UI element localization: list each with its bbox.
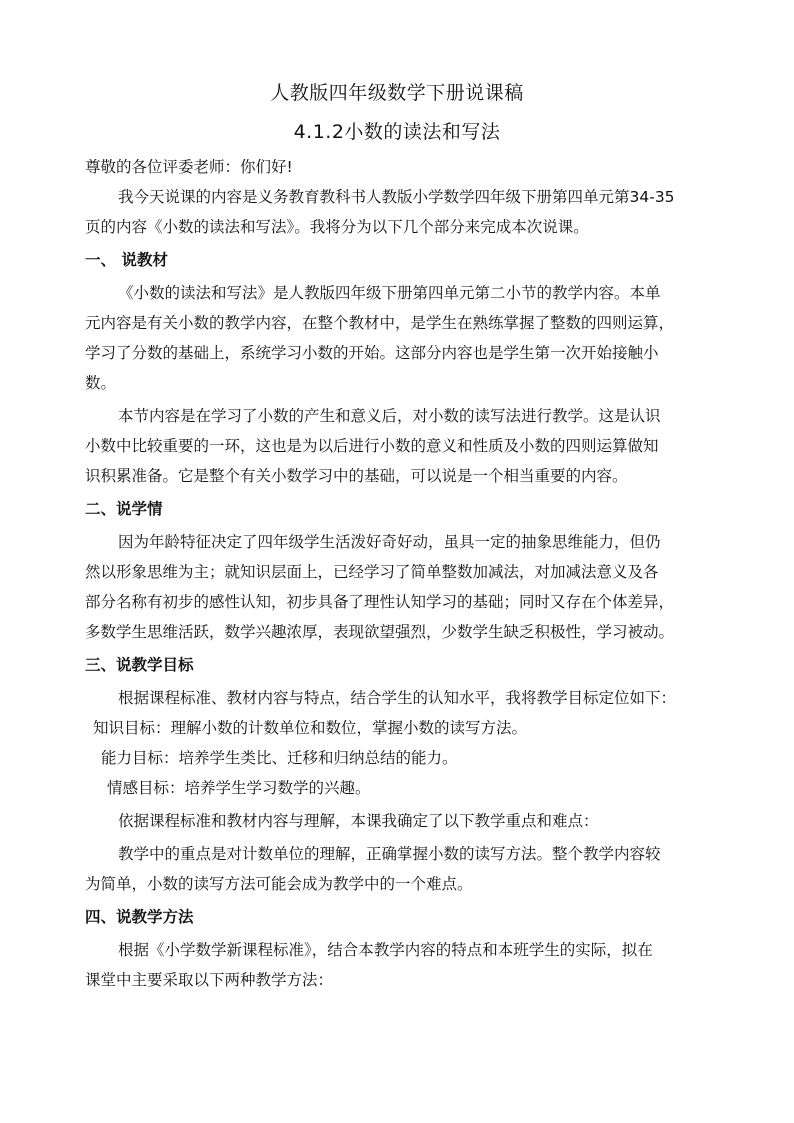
section-heading-textbook: 一、 说教材 (85, 251, 168, 269)
paragraph-line: 《小数的读法和写法》是人教版四年级下册第四单元第二小节的教学内容。本单 (118, 284, 661, 302)
document-title: 人教版四年级数学下册说课稿 (270, 82, 524, 104)
paragraph-line: 然以形象思维为主；就知识层面上，已经学习了简单整数加减法，对加减法意义及各 (85, 563, 659, 581)
paragraph-line: 小数中比较重要的一环，这也是为以后进行小数的意义和性质及小数的四则运算做知 (85, 437, 659, 455)
paragraph-line: 课堂中主要采取以下两种教学方法： (85, 971, 334, 989)
paragraph-line: 识积累准备。它是整个有关小数学习中的基础，可以说是一个相当重要的内容。 (85, 467, 628, 485)
section-heading-goals: 三、说教学目标 (85, 656, 194, 674)
paragraph-line: 元内容是有关小数的教学内容，在整个教材中，是学生在熟练掌握了整数的四则运算， (85, 314, 675, 332)
goal-ability: 能力目标：培养学生类比、迁移和归纳总结的能力。 (101, 749, 458, 767)
paragraph-line: 数。 (85, 374, 117, 392)
intro-line: 页的内容《小数的读法和写法》。我将分为以下几个部分来完成本次说课。 (85, 218, 589, 236)
intro-line: 我今天说课的内容是义务教育教科书人教版小学数学四年级下册第四单元第34-35 (118, 188, 675, 206)
goal-emotion: 情感目标：培养学生学习数学的兴趣。 (107, 779, 371, 797)
paragraph-line: 教学中的重点是对计数单位的理解，正确掌握小数的读写方法。整个教学内容较 (118, 845, 661, 863)
paragraph-line: 学习了分数的基础上，系统学习小数的开始。这部分内容也是学生第一次开始接触小 (85, 344, 659, 362)
paragraph-line: 依据课程标准和教材内容与理解，本课我确定了以下教学重点和难点： (118, 812, 599, 830)
paragraph-line: 部分名称有初步的感性认知，初步具备了理性认知学习的基础；同时又存在个体差异， (85, 593, 675, 611)
paragraph-line: 因为年龄特征决定了四年级学生活泼好奇好动，虽具一定的抽象思维能力，但仍 (118, 533, 661, 551)
section-heading-students: 二、说学情 (85, 500, 163, 518)
greeting: 尊敬的各位评委老师：你们好! (85, 158, 293, 176)
paragraph-line: 本节内容是在学习了小数的产生和意义后，对小数的读写法进行教学。这是认识 (118, 407, 661, 425)
paragraph-line: 为简单，小数的读写方法可能会成为教学中的一个难点。 (85, 875, 473, 893)
document-subtitle: 4.1.2小数的读法和写法 (293, 121, 501, 143)
paragraph-line: 根据《小学数学新课程标准》，结合本教学内容的特点和本班学生的实际，拟在 (118, 941, 653, 959)
paragraph-line: 多数学生思维活跃，数学兴趣浓厚，表现欲望强烈，少数学生缺乏积极性，学习被动。 (85, 623, 675, 641)
section-heading-methods: 四、说教学方法 (85, 908, 194, 926)
paragraph-line: 根据课程标准、教材内容与特点，结合学生的认知水平，我将教学目标定位如下： (118, 689, 677, 707)
goal-knowledge: 知识目标：理解小数的计数单位和数位，掌握小数的读写方法。 (93, 719, 528, 737)
